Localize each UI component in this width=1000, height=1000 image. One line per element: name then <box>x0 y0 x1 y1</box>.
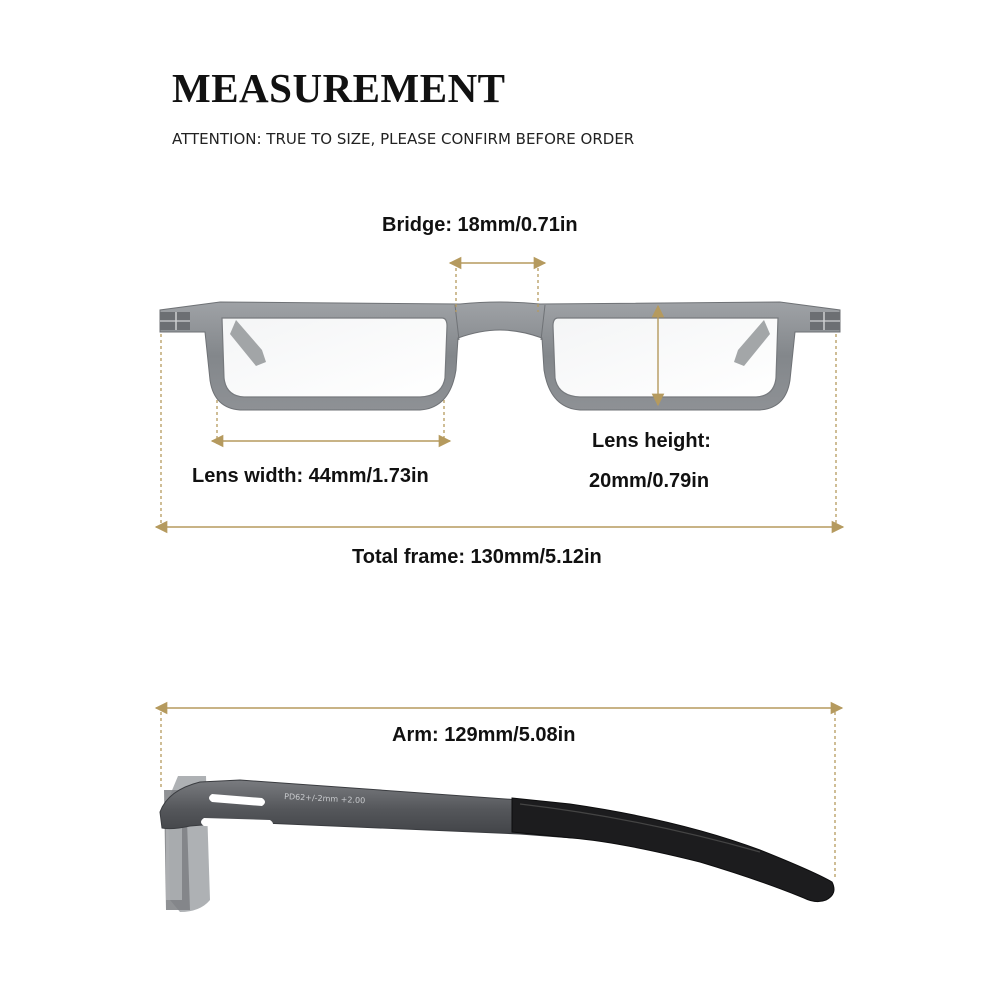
bridge-measurement-label: Bridge: 18mm/0.71in <box>382 214 578 236</box>
lens-height-value: 20mm/0.79in <box>589 470 710 492</box>
lens-height-label: Lens height: <box>592 430 711 452</box>
attention-note: ATTENTION: TRUE TO SIZE, PLEASE CONFIRM BEFORE ORDER <box>172 130 635 148</box>
arm-measurement-label: Arm: 129mm/5.08in <box>392 724 576 746</box>
svg-text:PD62+/-2mm +2.00: PD62+/-2mm +2.00 <box>283 792 366 806</box>
glasses-side-view <box>160 776 834 912</box>
glasses-front-view <box>160 302 840 410</box>
page-title: MEASUREMENT <box>172 65 506 111</box>
lens-width-measurement-label: Lens width: 44mm/1.73in <box>192 465 429 487</box>
total-frame-measurement-label: Total frame: 130mm/5.12in <box>352 546 602 568</box>
